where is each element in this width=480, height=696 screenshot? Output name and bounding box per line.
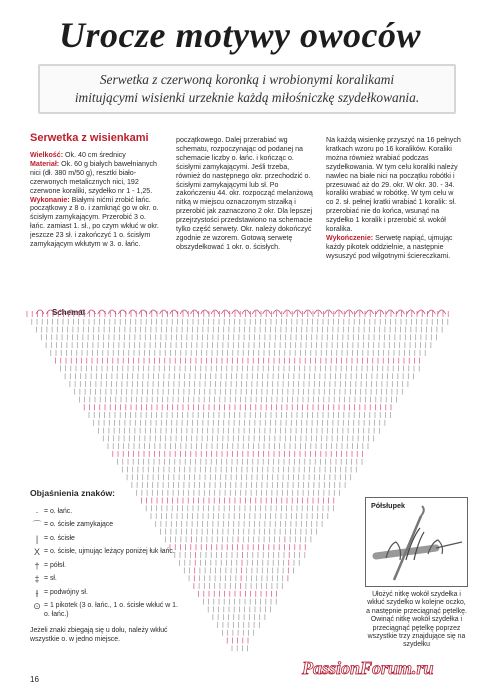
legend-symbol: † xyxy=(34,560,40,571)
finish-text: Serwetę napiąć, ujmując każdy pikotek oddzielnie, a następnie wysuszyć pod wilgotnymi ściereczkami. xyxy=(326,233,453,260)
legend-symbol: ⫲ xyxy=(35,587,39,598)
legend-item xyxy=(30,575,180,584)
chart-picot xyxy=(108,310,116,314)
legend-symbol: · xyxy=(35,506,39,517)
work-paragraph xyxy=(30,196,162,249)
legend-item xyxy=(30,521,180,530)
chart-picot xyxy=(221,310,229,314)
chart-picot xyxy=(242,310,250,314)
chart-picot xyxy=(397,310,405,314)
hook-illustration xyxy=(366,498,467,586)
legend xyxy=(30,489,180,644)
legend-symbol: ⌒ xyxy=(32,520,42,530)
legend-symbol: | xyxy=(35,533,39,544)
chart-picot xyxy=(129,310,137,314)
col3-text: Na każdą wisienkę przyszyć na 16 pełnych kratkach wzoru po 16 koralików. Koraliki można również wrabiać podczas szydełkowania. W tym celu koraliki należy nawlec na białe nici na początku robótki i przesuwać aż do 29. okr. W okr. 30. - 34. koraliki wrabiać w robótkę. W tym celu w co 2. sł. pełnej kratki wrabiać 1 koralik: sł. przerobiać nie do końca, wsunąć na szydełko 1 koralik i przerobić sł. wokół koralika. xyxy=(326,136,461,234)
chart-picot xyxy=(355,310,363,314)
chart-picots xyxy=(36,310,446,314)
col2-text: początkowego. Dalej przerabiać wg schematu, rozpoczynając od podanej na schemacie liczby o. łańc. i kończąc o. ścisłymi zamykającymi. Jeśli trzeba, również do następnego okr. przechodzić o. ścisłymi zamykającymi lub sł. Po zakończeniu 44. okr. rozpocząć melanżową nitką w miejscu oznaczonym strzałką i przerobić jak zaznaczono 2 okr. Dla lepszej przejrzystości przedstawiono na schemacie tylko część serwety. Okr. należy dokończyć zgodnie ze wzorem. Gotową serwetę obszydełkować 1 okr. o. ścisłych. xyxy=(176,136,313,251)
chart-picot xyxy=(98,310,106,314)
finish-paragraph xyxy=(326,234,462,261)
chart-picot xyxy=(263,310,271,314)
lead-line-1: Serwetka z czerwoną koronką i wrobionymi koralikami xyxy=(99,72,395,87)
legend-text: = półsł. xyxy=(44,561,67,569)
size-label: Wielkość: xyxy=(30,151,64,159)
legend-text: = o. ścisłe xyxy=(44,534,75,542)
legend-symbol: X xyxy=(33,547,40,557)
chart-label: Schemat xyxy=(52,308,86,317)
chart-picot xyxy=(376,310,384,314)
chart-picot xyxy=(160,310,168,314)
half-stitch-title: Półsłupek xyxy=(371,501,405,510)
work-label: Wykonanie: xyxy=(30,195,70,204)
lead-box xyxy=(38,64,456,114)
legend-note: Jeżeli znaki zbiegają się u dołu, należy wkłuć wszystkie o. w jedno miejsce. xyxy=(30,627,168,643)
legend-symbol: ‡ xyxy=(34,574,40,584)
chart-picot xyxy=(211,310,219,314)
legend-symbol: ⊙ xyxy=(33,601,41,611)
legend-rows xyxy=(30,508,180,620)
chart-picot xyxy=(252,310,260,314)
half-stitch-description: Ułożyć nitkę wokół szydełka i wkłuć szydełko w kolejne oczko, a następnie przeciągnąć pętelkę. Owinąć nitkę wokół szydełka i przeciągnąć pętelkę poprzez wszystkie trzy znajdujące się na szydełku xyxy=(366,591,467,649)
legend-text: = podwójny sł. xyxy=(44,588,88,596)
legend-title: Objaśnienia znaków: xyxy=(30,488,116,498)
watermark: PassionForum.ru xyxy=(302,658,434,678)
chart-picot xyxy=(438,310,446,314)
legend-item xyxy=(30,535,180,544)
chart-picot xyxy=(427,310,435,314)
article-column-2 xyxy=(176,136,314,252)
work-text: Białymi nićmi zrobić łańc. początkowy z 8 o. i zamknąć go w okr. o. ścisłym zamykającym. Przerobić 3 o. łańc. zamiast 1. sł., po czym wkłuć w okr. jeszcze 23 sł. i zakończyć 1 o. ścisłym zamykającym wkłutym w 3. o. łańc. xyxy=(30,195,159,249)
legend-item xyxy=(30,602,180,619)
chart-picot xyxy=(180,310,188,314)
size-paragraph xyxy=(30,151,162,160)
page-title: Urocze motywy owoców xyxy=(59,15,421,55)
material-text: Ok. 60 g białych bawełnianych nici (dł. 380 m/50 g), resztki biało-czerwonych metalicznych nici, 192 czerwone koraliki, szydełko nr 1 - 1,25. xyxy=(30,159,157,195)
finish-label: Wykończenie: xyxy=(326,233,374,242)
legend-item xyxy=(30,562,180,571)
article-heading: Serwetka z wisienkami xyxy=(30,132,149,144)
chart-picot xyxy=(118,310,126,314)
legend-text: = 1 pikotek (3 o. łańc., 1 o. ścisłe wkłuć w 1. o. łańc.) xyxy=(44,602,178,618)
legend-text: = o. łańc. xyxy=(44,507,73,515)
chart-picot xyxy=(191,310,199,314)
chart-picot xyxy=(366,310,374,314)
legend-item xyxy=(30,548,180,557)
legend-text: = o. ścisłe zamykające xyxy=(44,521,114,528)
article-column-1 xyxy=(30,131,162,249)
legend-text: = sł. xyxy=(44,575,57,582)
size-text: Ok. 40 cm średnicy xyxy=(63,151,126,159)
chart-picot xyxy=(407,310,415,314)
chart-picot xyxy=(345,310,353,314)
page-number: 16 xyxy=(30,675,39,684)
lead-line-2: imitującymi wisienki urzeknie każdą miłośniczkę szydełkowania. xyxy=(74,90,420,105)
chart-picot xyxy=(149,310,157,314)
legend-text: = o. ścisłe, ujmując leżący poniżej łuk łańc. xyxy=(44,548,175,555)
chart-picot xyxy=(232,310,240,314)
chart-picot xyxy=(139,310,147,314)
chart-picot xyxy=(386,310,394,314)
chart-picot xyxy=(170,310,178,314)
half-stitch-box xyxy=(365,497,468,587)
legend-item xyxy=(30,589,180,598)
legend-item xyxy=(30,508,180,517)
material-label: Materiał: xyxy=(30,159,60,168)
chart-picot xyxy=(201,310,209,314)
chart-picot xyxy=(417,310,425,314)
article-column-3 xyxy=(326,136,462,261)
material-paragraph xyxy=(30,160,162,196)
